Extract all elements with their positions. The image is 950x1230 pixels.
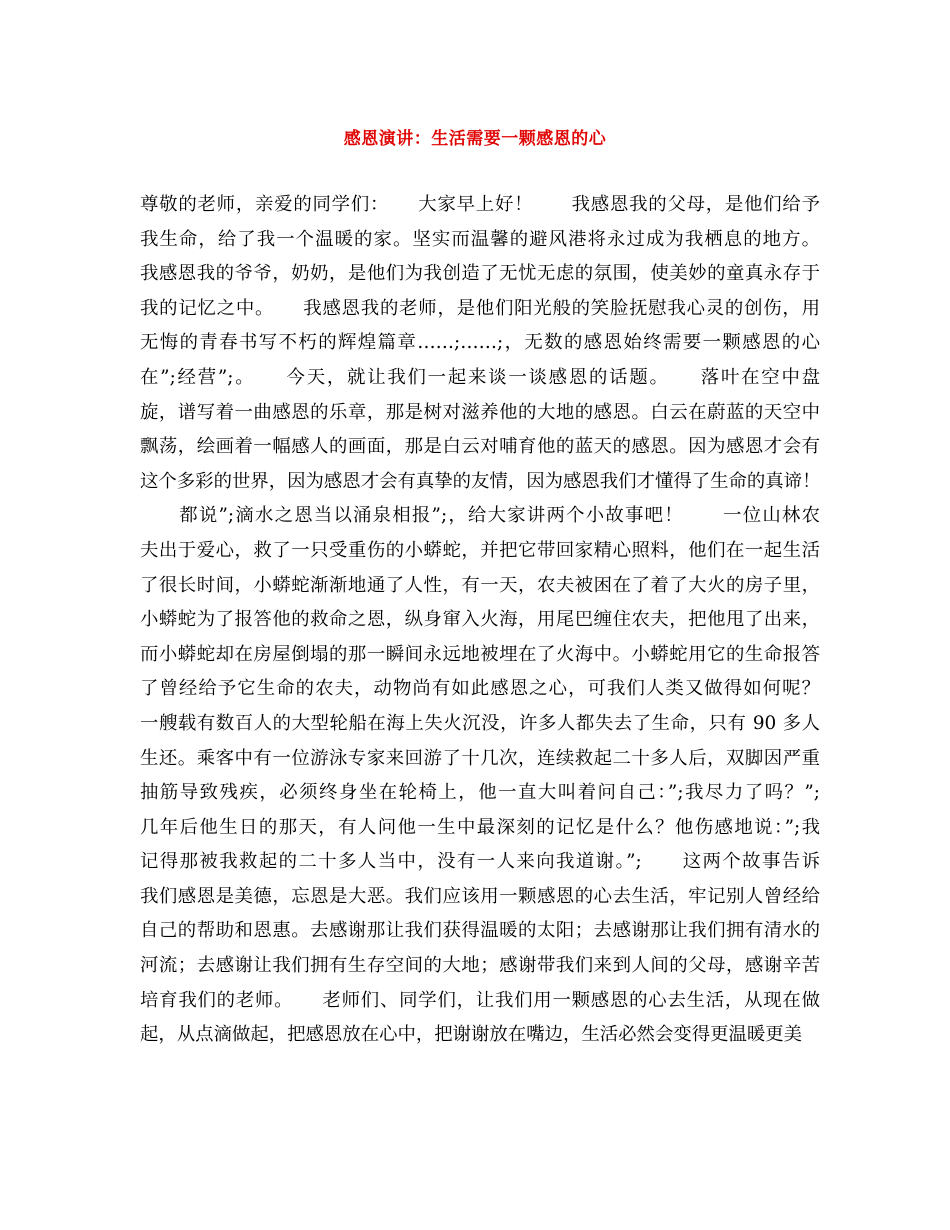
body-line: 在”;经营”;。 今天，就让我们一起来谈一谈感恩的话题。 落叶在空中盘 xyxy=(140,366,820,388)
document-body xyxy=(140,188,820,1053)
body-line: 旋，谱写着一曲感恩的乐章，那是树对滋养他的大地的感恩。白云在蔚蓝的天空中 xyxy=(140,401,820,423)
body-line: 一艘载有数百人的大型轮船在海上失火沉没，许多人都失去了生命，只有 90 多人 xyxy=(140,712,820,734)
body-line: 自己的帮助和恩惠。去感谢那让我们获得温暖的太阳；去感谢那让我们拥有清水的 xyxy=(140,920,820,942)
body-line: 尊敬的老师，亲爱的同学们： 大家早上好！ 我感恩我的父母，是他们给予 xyxy=(140,194,820,215)
body-line: 生还。乘客中有一位游泳专家来回游了十几次，连续救起二十多人后，双脚因严重 xyxy=(140,747,820,769)
body-line: 这个多彩的世界，因为感恩才会有真挚的友情，因为感恩我们才懂得了生命的真谛！ xyxy=(140,470,820,492)
body-line: 无悔的青春书写不朽的辉煌篇章……;……;，无数的感恩始终需要一颗感恩的心 xyxy=(140,332,820,354)
body-line: 起，从点滴做起，把感恩放在心中，把谢谢放在嘴边，生活必然会变得更温暖更美 xyxy=(140,1024,803,1046)
body-line: 抽筋导致残疾，必须终身坐在轮椅上，他一直大叫着问自己：”;我尽力了吗？”; xyxy=(140,782,820,804)
document-title: 感恩演讲：生活需要一颗感恩的心 xyxy=(343,129,607,149)
body-line: 都说”;滴水之恩当以涌泉相报”;，给大家讲两个小故事吧！ 一位山林农 xyxy=(140,505,820,527)
body-line: 我的记忆之中。 我感恩我的老师，是他们阳光般的笑脸抚慰我心灵的创伤，用 xyxy=(140,297,820,319)
body-line: 夫出于爱心，救了一只受重伤的小蟒蛇，并把它带回家精心照料，他们在一起生活 xyxy=(140,539,820,561)
body-line: 而小蟒蛇却在房屋倒塌的那一瞬间永远地被埋在了火海中。小蟒蛇用它的生命报答 xyxy=(140,643,820,665)
body-line: 小蟒蛇为了报答他的救命之恩，纵身窜入火海，用尾巴缠住农夫，把他甩了出来， xyxy=(140,609,820,631)
body-line: 培育我们的老师。 老师们、同学们，让我们用一颗感恩的心去生活，从现在做 xyxy=(140,989,820,1011)
body-line: 记得那被我救起的二十多人当中，没有一人来向我道谢。”; 这两个故事告诉 xyxy=(140,851,820,873)
body-line: 河流；去感谢让我们拥有生存空间的大地；感谢带我们来到人间的父母，感谢辛苦 xyxy=(140,955,820,977)
body-line: 飘荡，绘画着一幅感人的画面，那是白云对哺育他的蓝天的感恩。因为感恩才会有 xyxy=(140,436,820,458)
body-line: 了很长时间，小蟒蛇渐渐地通了人性，有一天，农夫被困在了着了大火的房子里， xyxy=(140,574,820,596)
body-line: 我们感恩是美德，忘恩是大恶。我们应该用一颗感恩的心去生活，牢记别人曾经给 xyxy=(140,885,820,907)
body-line: 我感恩我的爷爷，奶奶，是他们为我创造了无忧无虑的氛围，使美妙的童真永存于 xyxy=(140,263,820,285)
body-line: 几年后他生日的那天，有人问他一生中最深刻的记忆是什么？他伤感地说：”;我 xyxy=(140,816,820,838)
body-line: 我生命，给了我一个温暖的家。坚实而温馨的避风港将永过成为我栖息的地方。 xyxy=(140,228,820,250)
body-line: 了曾经给予它生命的农夫，动物尚有如此感恩之心，可我们人类又做得如何呢？ xyxy=(140,678,820,700)
